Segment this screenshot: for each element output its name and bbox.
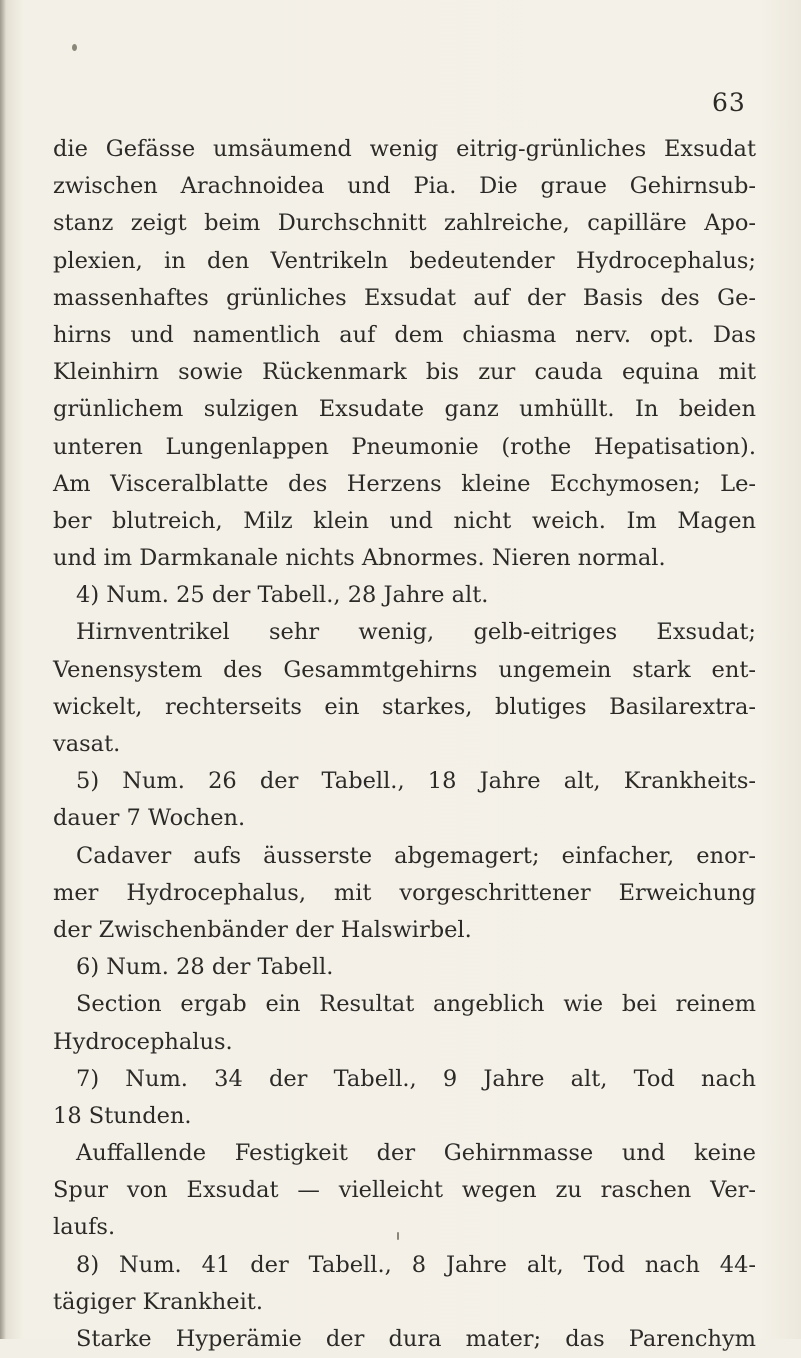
text-line: Cadaver aufs äusserste abgemagert; einfacher, enor- (76, 842, 756, 869)
text-line: 6) Num. 28 der Tabell. (76, 954, 334, 981)
text-line: Spur von Exsudat — vielleicht wegen zu raschen Ver- (53, 1177, 756, 1204)
text-line: Section ergab ein Resultat angeblich wie bei reinem (76, 991, 756, 1018)
text-line: 8) Num. 41 der Tabell., 8 Jahre alt, Tod nach 44- (76, 1251, 756, 1278)
body-text (53, 131, 756, 1358)
text-line: unteren Lungenlappen Pneumonie (rothe Hepatisation). (53, 433, 756, 460)
text-line: stanz zeigt beim Durchschnitt zahlreiche, capilläre Apo- (53, 210, 756, 237)
text-line: ber blutreich, Milz klein und nicht weich. Im Magen (53, 507, 756, 534)
text-line: mer Hydrocephalus, mit vorgeschrittener Erweichung (53, 879, 756, 906)
text-line: 5) Num. 26 der Tabell., 18 Jahre alt, Krankheits- (76, 768, 756, 795)
text-line: hirns und namentlich auf dem chiasma nerv. opt. Das (53, 321, 756, 348)
text-line: Am Visceralblatte des Herzens kleine Ecchymosen; Le- (53, 470, 756, 497)
text-line: grünlichem sulzigen Exsudate ganz umhüllt. In beiden (53, 396, 756, 423)
text-line: laufs. (53, 1214, 116, 1241)
text-line: plexien, in den Ventrikeln bedeutender Hydrocephalus; (53, 247, 756, 274)
text-line: und im Darmkanale nichts Abnormes. Nieren normal. (53, 545, 666, 572)
text-line: massenhaftes grünliches Exsudat auf der Basis des Ge- (53, 284, 756, 311)
paper-speck (397, 1232, 399, 1240)
text-line: vasat. (53, 731, 121, 757)
text-line: Starke Hyperämie der dura mater; das Parenchym (76, 1326, 756, 1352)
text-line: zwischen Arachnoidea und Pia. Die graue Gehirnsub- (53, 173, 756, 200)
text-line: wickelt, rechterseits ein starkes, blutiges Basilarextra- (53, 693, 756, 720)
text-line: 7) Num. 34 der Tabell., 9 Jahre alt, Tod nach (76, 1065, 756, 1092)
text-line: Hydrocephalus. (53, 1028, 233, 1055)
text-line: dauer 7 Wochen. (53, 805, 246, 832)
text-line: der Zwischenbänder der Halswirbel. (53, 916, 472, 943)
text-line: Hirnventrikel sehr wenig, gelb-eitriges Exsudat; (76, 619, 756, 646)
text-line: die Gefässe umsäumend wenig eitrig-grünliches Exsudat (53, 136, 756, 162)
text-line: Auffallende Festigkeit der Gehirnmasse und keine (76, 1140, 756, 1167)
text-line: 18 Stunden. (53, 1102, 192, 1129)
text-line: 4) Num. 25 der Tabell., 28 Jahre alt. (76, 582, 489, 609)
page-gutter-shadow (0, 0, 6, 1339)
text-line: Kleinhirn sowie Rückenmark bis zur cauda equina mit (53, 359, 756, 386)
paper-speck (72, 44, 77, 51)
text-line: Venensystem des Gesammtgehirns ungemein stark ent- (53, 656, 756, 683)
text-line: tägiger Krankheit. (53, 1288, 263, 1315)
page-number: 63 (712, 88, 746, 117)
